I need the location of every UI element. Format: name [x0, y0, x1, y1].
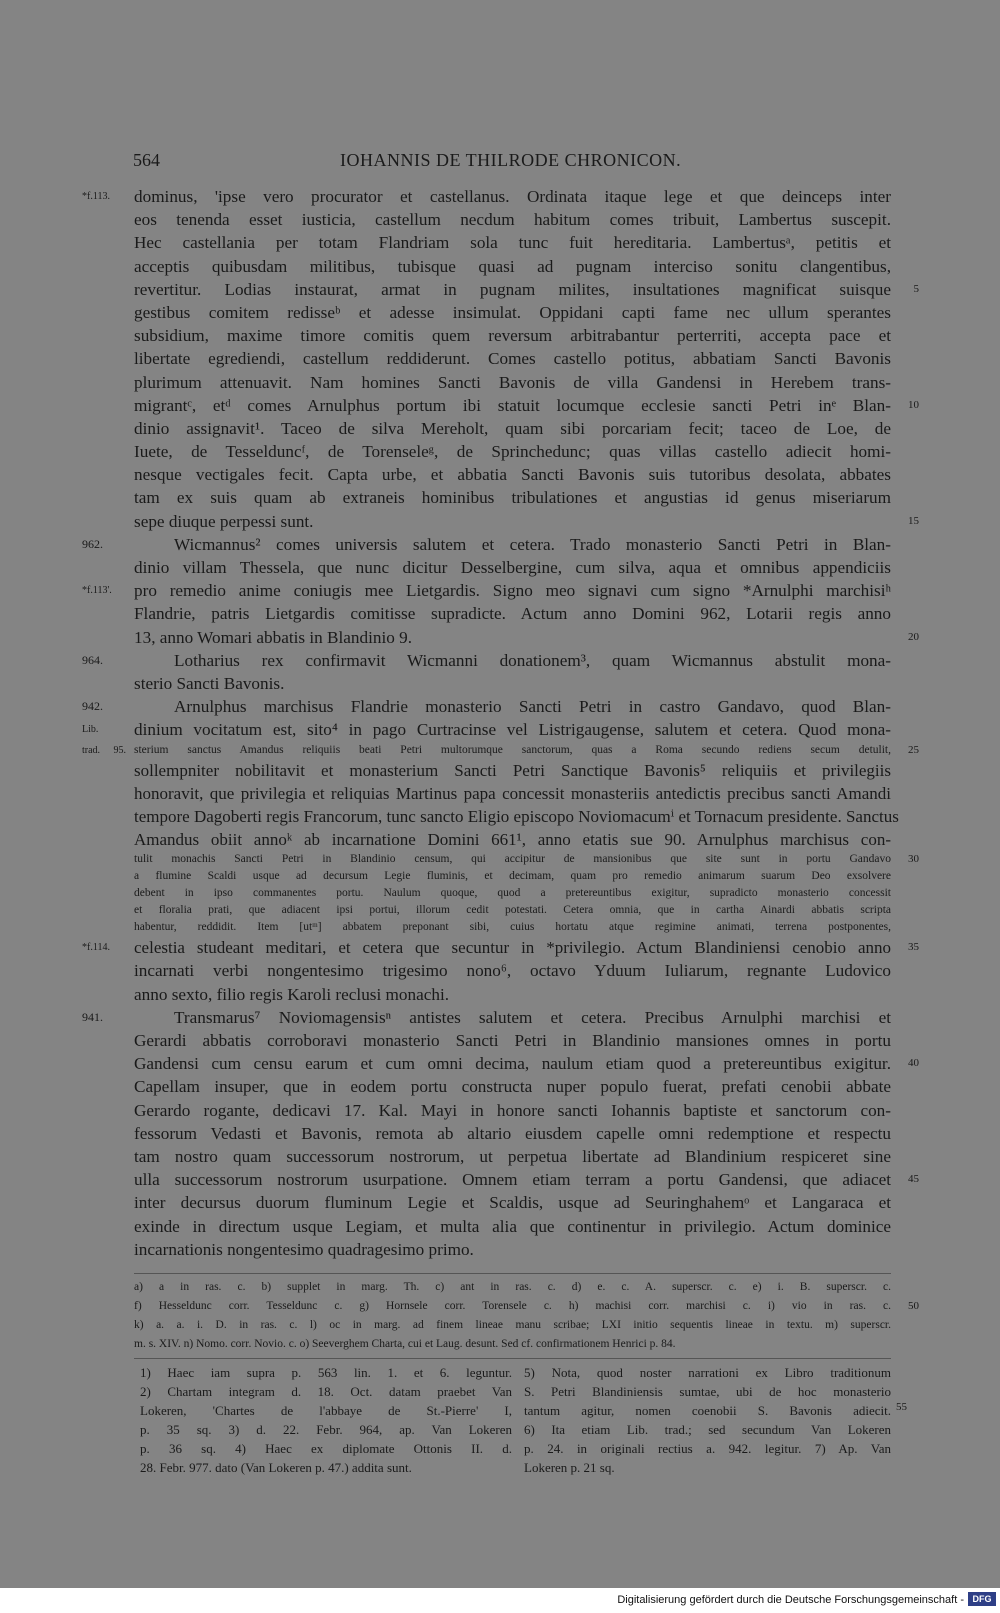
footnote-line: tantum agitur, nomen coenobii S. Bavonis adiecit. — [524, 1403, 891, 1418]
line-text: celestia studeant meditari, et cetera que secuntur in *privilegio. Actum Blandiniensi cenobio anno — [134, 938, 891, 958]
footnote-line: 2) Chartam integram d. 18. Oct. datam praebet Van — [140, 1384, 512, 1399]
line-text: dominus, 'ipse vero procurator et castellanus. Ordinata itaque lege et que deinceps inter — [134, 187, 891, 206]
line-text: fessorum Vedasti et Bavonis, remota ab altario eiusdem capelle omni redemptione et respectu — [134, 1123, 891, 1143]
line-text: revertitur. Lodias instaurat, armat in pugnam milites, insultationes magnificat suisque — [134, 279, 891, 299]
text-line — [134, 602, 891, 625]
text-line — [134, 208, 891, 231]
line-text: anno sexto, filio regis Karoli reclusi monachi. — [134, 984, 450, 1004]
line-text: nesque vectigales fecit. Capta urbe, et abbatia Sancti Bavonis suis tutoribus desolata, abbates — [134, 465, 891, 485]
text-line — [134, 983, 891, 1006]
line-text: tulit monachis Sancti Petri in Blandinio censum, qui accipitur de mansionibus que site sunt in portu Gandavo — [134, 853, 891, 866]
text-line — [134, 1075, 891, 1098]
left-margin-note: 941. — [82, 1009, 103, 1024]
text-line — [82, 579, 891, 602]
apparatus-text: k) a. a. i. D. in ras. c. l) oc in marg. ad finem lineae manu scribae; LXI initio sequentis lineae in textu. m) superscr. — [134, 1319, 891, 1331]
text-line — [134, 301, 891, 324]
apparatus-line — [134, 1278, 891, 1297]
text-line — [82, 695, 891, 718]
footnote-line: Lokeren, 'Chartes de l'abbaye de St.-Pierre' I, — [140, 1403, 512, 1418]
footnote-line: 5) Nota, quod noster narrationi ex Libro traditionum — [524, 1365, 891, 1380]
text-line — [134, 1122, 891, 1145]
text-line — [134, 805, 899, 828]
line-text: honoravit, que privilegia et reliquias Martinus papa concessit monasteriis antedictis precibus sancti Amandi — [134, 783, 891, 803]
text-line — [82, 936, 919, 959]
line-text: dinio assignavit¹. Taceo de silva Mereholt, quam sibi porcariam fecit; taceo de Loe, de — [134, 418, 891, 438]
line-text: tam nostro quam successorum nostrorum, ut perpetua libertate ad Blandinium respiceret sine — [134, 1146, 891, 1166]
text-line — [134, 510, 919, 533]
text-line — [134, 394, 919, 417]
text-line — [134, 255, 891, 278]
apparatus-line — [134, 1297, 919, 1316]
text-line — [134, 1215, 891, 1238]
text-line — [134, 959, 891, 982]
footnote-line: p. 35 sq. 3) d. 22. Febr. 964, ap. Van Lokeren — [140, 1422, 512, 1437]
text-line — [134, 851, 919, 868]
text-line — [82, 1006, 891, 1029]
text-line — [134, 1191, 891, 1214]
apparatus-text: a) a in ras. c. b) supplet in marg. Th. c) ant in ras. c. d) e. c. A. superscr. c. e) i. B. superscr. c. — [134, 1281, 891, 1293]
line-text: pro remedio anime coniugis mee Lietgardis. Signo meo signavi cum signo *Arnulphi marchisiʰ — [134, 581, 891, 601]
text-line — [82, 742, 919, 759]
text-line — [134, 347, 891, 370]
line-text: inter decursus duorum fluminum Legie et Scaldis, usque ad Seuringhahemᵒ et Langaraca et — [134, 1193, 891, 1213]
footnotes-right-column — [524, 1363, 891, 1477]
line-text: sterio Sancti Bavonis. — [134, 673, 285, 693]
left-margin-note: *f.114. — [82, 942, 110, 954]
line-number: 40 — [908, 1057, 919, 1070]
line-number: 20 — [908, 630, 919, 643]
line-text: Amandus obiit annoᵏ ab incarnatione Domini 661¹, anno etatis sue 90. Arnulphus marchisus con- — [134, 830, 891, 850]
page-header — [0, 150, 1000, 176]
line-text: tempore Dagoberti regis Francorum, tunc sancto Eligio episcopo Noviomacumⁱ et Tornacum presidente. Sanctus — [134, 806, 899, 826]
line-text: Transmarus⁷ Noviomagensisⁿ antistes salutem et cetera. Precibus Arnulphi marchisi et — [174, 1007, 891, 1027]
text-line — [134, 868, 891, 885]
footnote-line: 6) Ita etiam Lib. trad.; sed secundum Van Lokeren — [524, 1422, 891, 1437]
text-line — [134, 672, 891, 695]
line-text: dinium vocitatum est, sito⁴ in pago Curtracinse vel Listrigaugense, salutem et cetera. Quod mona- — [134, 720, 891, 740]
line-text: sterium sanctus Amandus reliquiis beati Petri multorumque sanctorum, quas a Roma secundo rediens secum detulit, — [134, 743, 891, 756]
dfg-logo: DFG — [968, 1592, 996, 1606]
left-margin-note: 962. — [82, 536, 103, 551]
line-text: a flumine Scaldi usque ad decursum Legie fluminis, et decimam, quam pro remedio animarum suarum Deo exsolvere — [134, 870, 891, 883]
left-margin-note: 964. — [82, 652, 103, 667]
text-line — [82, 718, 891, 741]
line-text: Arnulphus marchisus Flandrie monasterio Sancti Petri in castro Gandavo, quod Blan- — [174, 697, 891, 717]
footnote-line: p. 24. in originali rectius a. 942. legitur. 7) Ap. Van — [524, 1441, 891, 1456]
line-text: migrantᶜ, etᵈ comes Arnulphus portum ibi statuit locumque ecclesie sancti Petri inᵉ Blan- — [134, 395, 891, 415]
line-number: 5 — [913, 282, 919, 295]
line-number: 25 — [908, 743, 919, 756]
line-text: acceptis quibusdam militibus, tubisque quasi ad pugnam interciso sonitu clangentibus, — [134, 256, 891, 276]
line-number: 35 — [908, 941, 919, 954]
text-line — [134, 759, 891, 782]
text-line — [134, 782, 891, 805]
line-text: ulla successorum nostrorum usurpatione. Omnem etiam terram a portu Gandensi, que adiacet — [134, 1170, 891, 1190]
line-number: 15 — [908, 514, 919, 527]
apparatus-line — [134, 1316, 891, 1335]
text-line — [134, 1168, 919, 1191]
text-line — [134, 1145, 891, 1168]
text-line — [134, 556, 891, 579]
text-line — [134, 626, 919, 649]
line-text: Gerardi abbatis corroboravi monasterio Sancti Petri in Blandinio mansiones omnes in portu — [134, 1031, 891, 1050]
line-number: 30 — [908, 853, 919, 866]
main-text — [82, 185, 919, 1261]
left-margin-note: Lib. — [82, 724, 99, 736]
line-text: 13, anno Womari abbatis in Blandinio 9. — [134, 627, 413, 647]
text-line — [134, 278, 919, 301]
line-text: libertate egrediendi, castellum reddiderunt. Comes castello potitus, abbatiam Sancti Bavonis — [134, 349, 891, 369]
text-line — [82, 649, 891, 672]
footnote-line: p. 36 sq. 4) Haec ex diplomate Ottonis II. d. — [140, 1441, 512, 1456]
footnote-divider — [134, 1358, 891, 1359]
line-text: incarnationis nongentesimo quadragesimo primo. — [134, 1239, 474, 1259]
line-text: Wicmannus² comes universis salutem et cetera. Trado monasterio Sancti Petri in Blan- — [174, 534, 891, 554]
line-text: incarnati verbi nongentesimo trigesimo nono⁶, octavo Yduum Iuliarum, regnante Ludovico — [134, 961, 891, 981]
line-text: sollempniter nobilitavit et monasterium Sancti Petri Sanctique Bavonis⁵ reliquiis et privilegiis — [134, 760, 891, 780]
line-text: Gandensi cum censu earum et cum omni decima, naulum etiam quod a pretereuntibus exigitur. — [134, 1054, 891, 1074]
line-text: Lotharius rex confirmavit Wicmanni donationem³, quam Wicmannus abstulit mona- — [174, 650, 891, 670]
line-text: et floralia prati, que adiacent ipsi portui, illorum cedit potestati. Cetera omnia, que in cartha Ainardi abbatis scripta — [134, 904, 891, 917]
text-line — [134, 440, 891, 463]
line-text: Flandrie, patris Lietgardis comitisse supradicte. Actum anno Domini 962, Lotarii regis anno — [134, 604, 891, 624]
text-line — [134, 1052, 919, 1075]
text-line — [82, 533, 891, 556]
line-text: dinio villam Thessela, que nunc dicitur Desselbergine, cum silva, aqua et omnibus appendiciis — [134, 558, 891, 577]
apparatus-text: m. s. XIV. n) Nomo. corr. Novio. c. o) Seeverghem Charta, cui et Laug. desunt. Sed cf. confirmationem Henrici p. 84. — [134, 1338, 676, 1350]
text-line — [134, 1099, 891, 1122]
footnote-line: Lokeren p. 21 sq. — [524, 1460, 615, 1475]
page-number: 564 — [133, 150, 160, 170]
line-text: Gerardo rogante, dedicavi 17. Kal. Mayi in honore sancti Iohannis baptiste et sanctorum con- — [134, 1100, 891, 1120]
line-number-55: 55 — [896, 1401, 907, 1413]
line-text: exinde in directum usque Legiam, et multa alia que continentur in privilegio. Actum dominice — [134, 1216, 891, 1236]
line-number: 45 — [908, 1173, 919, 1186]
text-line — [82, 185, 891, 208]
line-text: Capellam insuper, que in eodem portu constructa nuper populo fuerat, prefati cenobii abbate — [134, 1077, 891, 1097]
line-text: debent in ipso commanentes portu. Naulum quoque, quod a pretereuntibus exigitur, supradicto monasterio concessit — [134, 887, 891, 900]
left-margin-note: *f.113'. — [82, 585, 112, 597]
line-text: sepe diuque perpessi sunt. — [134, 511, 314, 531]
footnote-line: 28. Febr. 977. dato (Van Lokeren p. 47.) addita sunt. — [140, 1460, 412, 1475]
critical-apparatus — [134, 1278, 919, 1354]
line-text: plurimum attenuavit. Nam homines Sancti Bavonis de villa Gandensi in Herebem trans- — [134, 372, 891, 392]
footnote-line: 1) Haec iam supra p. 563 lin. 1. et 6. leguntur. — [140, 1365, 512, 1380]
text-line — [134, 828, 891, 851]
text-line — [134, 902, 891, 919]
footnotes-left-column — [140, 1363, 512, 1477]
apparatus-text: f) Hesseldunc corr. Tesseldunc c. g) Hornsele corr. Torensele c. h) machisi corr. marchisi c. i) vio in ras. c. — [134, 1300, 891, 1312]
apparatus-line — [134, 1335, 891, 1354]
left-margin-note: 942. — [82, 699, 103, 714]
line-text: tam ex suis quam ab extraneis hominibus tribulationes et angustias id genus miseriarum — [134, 488, 891, 508]
text-line — [134, 417, 891, 440]
line-text: subsidium, maxime timore comitis quem reversum arbitrabantur perterriti, accepta pace et — [134, 326, 891, 346]
footer-credit: Digitalisierung gefördert durch die Deutsche Forschungsgemeinschaft - — [617, 1594, 964, 1606]
text-line — [134, 486, 891, 509]
line-text: eos tenenda esset iusticia, castellum necdum habitum comes tribuit, Lambertus suscepit. — [134, 210, 891, 230]
text-line — [134, 919, 891, 936]
line-text: Hec castellania per totam Flandriam sola tunc fuit hereditaria. Lambertusᵃ, petitis et — [134, 233, 891, 253]
text-line — [134, 1029, 891, 1052]
line-number: 50 — [908, 1300, 919, 1312]
text-line — [134, 1238, 891, 1261]
text-line — [134, 371, 891, 394]
line-text: Iuete, de Tesselduncᶠ, de Torenseleᵍ, de Sprinchedunc; quas villas castello adiecit homi- — [134, 442, 891, 462]
text-line — [134, 885, 891, 902]
text-line — [134, 324, 891, 347]
left-margin-note: *f.113. — [82, 191, 110, 202]
line-text: gestibus comitem redisseᵇ et adesse insimulat. Oppidani capti fame nec ullum sperantes — [134, 302, 891, 322]
text-line — [134, 463, 891, 486]
text-line — [134, 231, 891, 254]
left-margin-note: trad. 95. — [82, 744, 126, 756]
line-text: habentur, reddidit. Item [utᵐ] abbatem preponant sibi, cuius hortatu atque regimine animati, terrena postponentes, — [134, 921, 891, 934]
apparatus-divider — [134, 1273, 891, 1274]
running-title: IOHANNIS DE THILRODE CHRONICON. — [340, 150, 682, 170]
footer-bar — [0, 1588, 1000, 1613]
footnote-line: S. Petri Blandiniensis sumtae, ubi de hoc monasterio — [524, 1384, 891, 1399]
line-number: 10 — [908, 398, 919, 411]
